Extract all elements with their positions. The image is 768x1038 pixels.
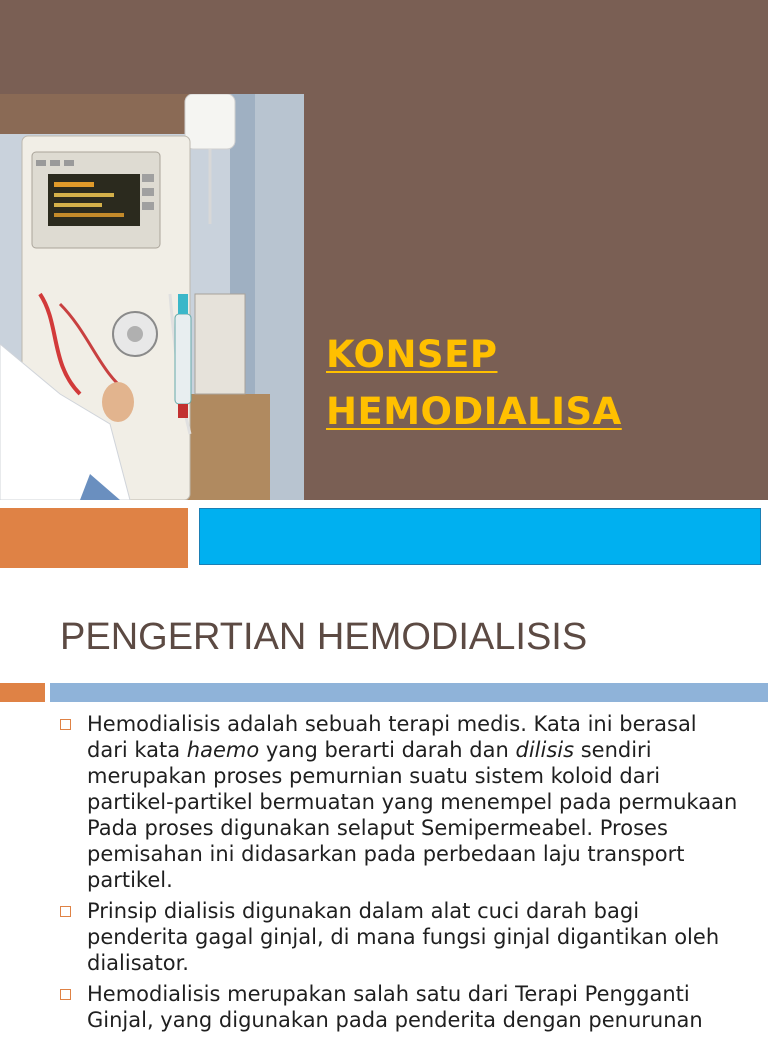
orange-band [0,508,188,568]
title-line-2: HEMODIALISA [326,390,622,433]
slide-title [326,326,622,440]
bullet-text-part: Hemodialisis adalah sebuah terapi medis. Kata ini berasal dari kata [87,712,697,762]
title-line-1: KONSEP [326,333,498,376]
bullet-square-icon [60,989,71,1000]
accent-bar-blue [50,683,768,702]
band-gap [0,500,768,508]
bullet-text-part: sendiri merupakan proses pemurnian suatu sistem koloid dari partikel-partikel bermuatan yang menempel pada permukaan Pada proses digunakan selaput Semipermeabel. Proses pemisahan ini didasarkan pada perbedaan laju transport partikel. [87,738,738,892]
title-slide [0,0,768,500]
blue-band [199,508,761,565]
term-haemo: haemo [186,738,260,762]
list-item [60,898,740,976]
bullet-text: Hemodialisis merupakan salah satu dari Terapi Pengganti Ginjal, yang digunakan pada penderita dengan penurunan [87,982,703,1032]
page-title: PENGERTIAN HEMODIALISIS [60,616,588,658]
bullet-square-icon [60,719,71,730]
bullet-text: Prinsip dialisis digunakan dalam alat cuci darah bagi penderita gagal ginjal, di mana fungsi ginjal digantikan oleh dialisator. [87,899,720,975]
term-dilisis: dilisis [515,738,575,762]
bullet-square-icon [60,906,71,917]
list-item [60,981,740,1033]
bullet-list [60,711,740,1038]
accent-bar-orange [0,683,45,702]
hemodialysis-machine-image [0,94,304,500]
list-item [60,711,740,893]
hemodialysis-machine-photo [0,94,304,500]
content-slide [0,568,768,1032]
bullet-text-part: yang berarti darah dan [259,738,516,762]
